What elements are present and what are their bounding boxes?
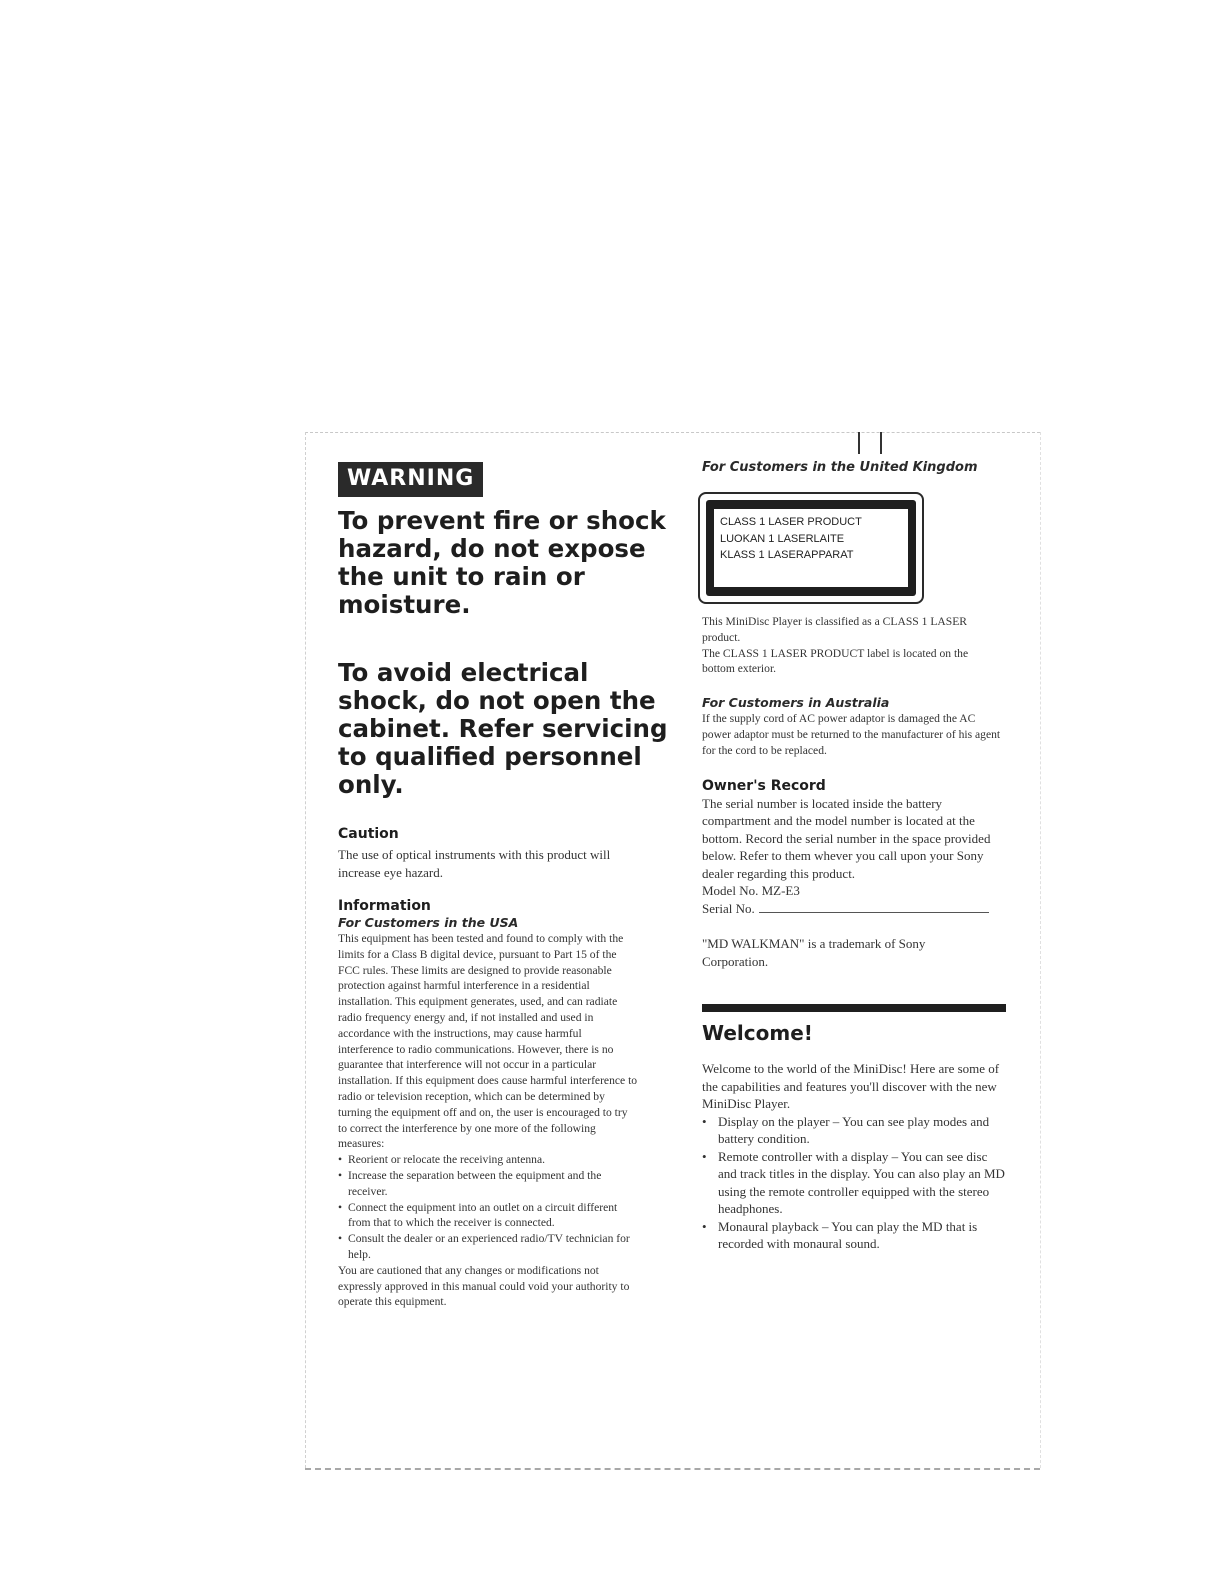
- warning-headline: To prevent fire or shock hazard, do not expose the unit to rain or moisture.: [338, 506, 666, 619]
- measures-list: [338, 1152, 638, 1263]
- features-list: [702, 1113, 1007, 1253]
- cautioned-text: You are cautioned that any changes or modifications not expressly approved in this manual could void your authority to operate this equipment.: [338, 1263, 630, 1309]
- page-edge-right: [1040, 432, 1041, 1468]
- laser-label-line: KLASS 1 LASERAPPARAT: [720, 549, 854, 561]
- laser-label-text: [714, 509, 908, 587]
- list-item: • Consult the dealer or an experienced radio/TV technician for help.: [338, 1231, 638, 1263]
- crop-tick-mark: [858, 432, 860, 454]
- crop-tick-mark: [880, 432, 882, 454]
- list-item: • Reorient or relocate the receiving antenna.: [338, 1152, 638, 1168]
- left-column: [338, 462, 668, 1310]
- caution-heading: Caution: [338, 826, 399, 842]
- welcome-text: Welcome to the world of the MiniDisc! Here are some of the capabilities and features you'll discover with the new MiniDisc Player.: [702, 1061, 1000, 1112]
- information-heading: Information: [338, 898, 431, 914]
- model-number: Model No. MZ-E3: [702, 883, 800, 899]
- serial-number-field: [702, 900, 1022, 918]
- list-item: • Connect the equipment into an outlet on a circuit different from that to which the receiver is connected.: [338, 1200, 638, 1232]
- serial-number-label: Serial No.: [702, 900, 755, 916]
- welcome-heading: Welcome!: [702, 1021, 813, 1046]
- laser-product-label: [698, 492, 924, 604]
- page-edge-left: [305, 432, 306, 1468]
- usa-heading: For Customers in the USA: [338, 915, 519, 930]
- serial-number-blank: [759, 900, 989, 913]
- right-column: [702, 460, 1022, 1253]
- trademark-text: "MD WALKMAN" is a trademark of Sony Corporation.: [702, 936, 926, 969]
- warning-badge: WARNING: [338, 462, 483, 497]
- list-item: • Monaural playback – You can play the MD that is recorded with monaural sound.: [702, 1218, 1007, 1253]
- owners-record-heading: Owner's Record: [702, 777, 826, 794]
- uk-text: This MiniDisc Player is classified as a CLASS 1 LASER product.: [702, 615, 968, 644]
- list-item: • Remote controller with a display – You can see disc and track titles in the display. You can also play an MD using the remote controller equipped with the stereo headphones.: [702, 1148, 1007, 1218]
- caution-text: The use of optical instruments with this product will increase eye hazard.: [338, 847, 611, 880]
- page-edge-bottom: [305, 1468, 1040, 1470]
- uk-heading: For Customers in the United Kingdom: [702, 460, 978, 475]
- australia-heading: For Customers in Australia: [702, 695, 890, 711]
- list-item: • Increase the separation between the equipment and the receiver.: [338, 1168, 638, 1200]
- usa-text: This equipment has been tested and found to comply with the limits for a Class B digital device, pursuant to Part 15 of the FCC rules. These limits are designed to provide reasonable protection against harmful interference in a residential installation. This equipment generates, used, and can radiate radio frequency energy and, if not installed and used in accordance with the instructions, may cause harmful interference to radio communications. However, there is no guarantee that interference will not occur in a particular installation. If this equipment does cause harmful interference to radio or television reception, which can be determined by turning the equipment off and on, the user is encouraged to try to correct the interference by one more of the following measures:: [338, 932, 638, 1151]
- owners-record-text: The serial number is located inside the battery compartment and the model number is located at the bottom. Record the serial number in the space provided below. Refer to them whever you call upon your Sony dealer regarding this product.: [702, 795, 991, 881]
- page-edge-top: [305, 432, 1040, 433]
- uk-text: The CLASS 1 LASER PRODUCT label is located on the bottom exterior.: [702, 646, 969, 676]
- laser-label-line: CLASS 1 LASER PRODUCT: [720, 516, 862, 528]
- list-item: • Display on the player – You can see play modes and battery condition.: [702, 1113, 1007, 1148]
- shock-headline: To avoid electrical shock, do not open the cabinet. Refer servicing to qualified personnel only.: [338, 658, 668, 799]
- australia-text: If the supply cord of AC power adaptor is damaged the AC power adaptor must be returned to the manufacturer of his agent for the cord to be replaced.: [702, 712, 1001, 757]
- section-rule: [702, 1004, 1006, 1012]
- laser-label-line: LUOKAN 1 LASERLAITE: [720, 532, 845, 545]
